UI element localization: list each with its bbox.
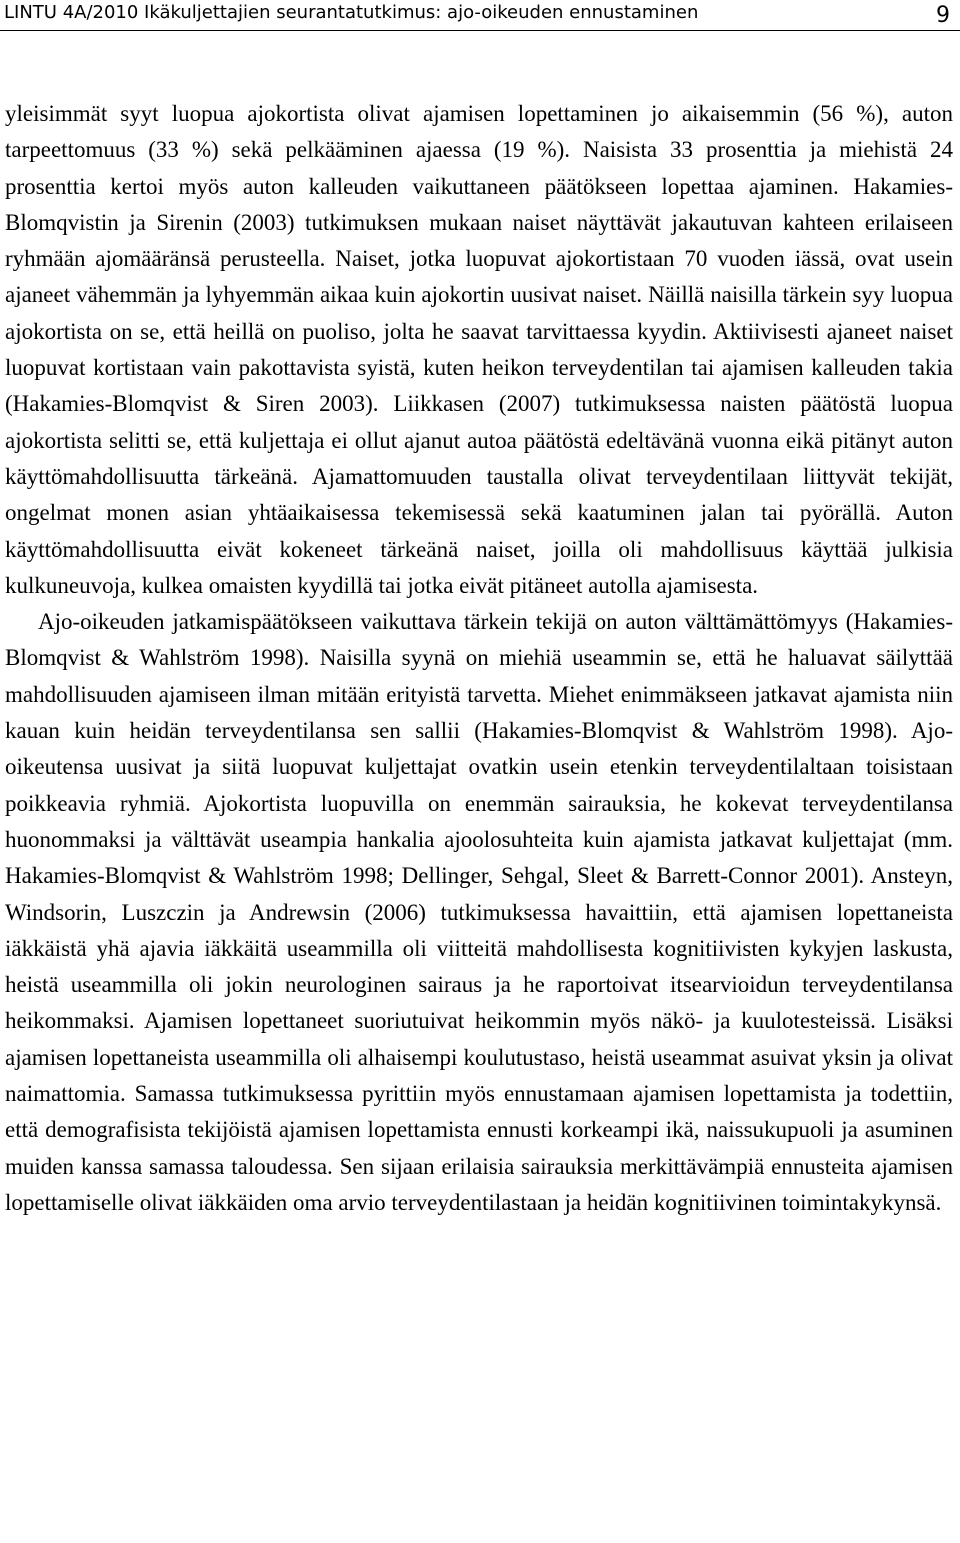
body-text bbox=[5, 96, 953, 1221]
paragraph-1: yleisimmät syyt luopua ajokortista olivat ajamisen lopettaminen jo aikaisemmin (56 %), auton tarpeettomuus (33 %) sekä pelkääminen ajaessa (19 %). Naisista 33 prosenttia ja miehistä 24 prosenttia kertoi myös auton kalleuden vaikuttaneen päätökseen lopettaa ajaminen. Hakamies-Blomqvistin ja Sirenin (2003) tutkimuksen mukaan naiset näyttävät jakautuvan kahteen erilaiseen ryhmään ajomääränsä perusteella. Naiset, jotka luopuvat ajokortistaan 70 vuoden iässä, ovat usein ajaneet vähemmän ja lyhyemmän aikaa kuin ajokortin uusivat naiset. Näillä naisilla tärkein syy luopua ajokortista on se, että heillä on puoliso, jolta he saavat tarvittaessa kyydin. Aktiivisesti ajaneet naiset luopuvat kortistaan vain pakottavista syistä, kuten heikon terveydentilan tai ajamisen kalleuden takia (Hakamies-Blomqvist & Siren 2003). Liikkasen (2007) tutkimuksessa naisten päätöstä luopua ajokortista selitti se, että kuljettaja ei ollut ajanut autoa päätöstä edeltävänä vuonna eikä pitänyt auton käyttömahdollisuutta tärkeänä. Ajamattomuuden taustalla olivat terveydentilaan liittyvät tekijät, ongelmat monen asian yhtäaikaisessa tekemisessä sekä kaatuminen jalan tai pyörällä. Auton käyttömahdollisuutta eivät kokeneet tärkeänä naiset, joilla oli mahdollisuus käyttää julkisia kulkuneuvoja, kulkea omaisten kyydillä tai jotka eivät pitäneet autolla ajamisesta. bbox=[5, 101, 953, 598]
header-divider bbox=[0, 30, 960, 31]
page-number: 9 bbox=[936, 3, 950, 28]
header-title: LINTU 4A/2010 Ikäkuljettajien seurantatutkimus: ajo-oikeuden ennustaminen bbox=[4, 2, 699, 23]
paragraph-2: Ajo-oikeuden jatkamispäätökseen vaikuttava tärkein tekijä on auton välttämättömyys (Hakamies-Blomqvist & Wahlström 1998). Naisilla syynä on miehiä useammin se, että he haluavat säilyttää mahdollisuuden ajamiseen ilman mitään erityistä tarvetta. Miehet enimmäkseen jatkavat ajamista niin kauan kuin heidän terveydentilansa sen sallii (Hakamies-Blomqvist & Wahlström 1998). Ajooikeutensa uusivat ja siitä luopuvat kuljettajat ovatkin usein etenkin terveydentilaltaan toisistaan poikkeavia ryhmiä. Ajokortista luopuvilla on enemmän sairauksia, he kokevat terveydentilansa huonommaksi ja välttävät useampia hankalia ajoolosuhteita kuin ajamista jatkavat kuljettajat (mm. Hakamies-Blomqvist & Wahlström 1998; Dellinger, Sehgal, Sleet & Barrett-Connor 2001). Ansteyn, Windsorin, Luszczin ja Andrewsin (2006) tutkimuksessa havaittiin, että ajamisen lopettaneista iäkkäistä yhä ajavia iäkkäitä useammilla oli viitteitä mahdollisesta kognitiivisten kykyjen laskusta, heistä useammilla oli jokin neurologinen sairaus ja he raportoivat itsearvioidun terveydentilansa heikommaksi. Ajamisen lopettaneet suoriutuivat heikommin myös näkö- ja kuulotesteissä. Lisäksi ajamisen lopettaneista useammilla oli alhaisempi koulutustaso, heistä useammat asuivat yksin ja olivat naimattomia. Samassa tutkimuksessa pyrittiin myös ennustamaan ajamisen lopettamista ja todettiin, että demografisista tekijöistä ajamisen lopettamista ennusti korkeampi ikä, naissukupuoli ja asuminen muiden kanssa samassa taloudessa. Sen sijaan erilaisia sairauksia merkittävämpiä ennusteita ajamisen lopettamiselle olivat iäkkäiden oma arvio terveydentilastaan ja heidän kognitiivinen toimintakykynsä. bbox=[5, 609, 953, 1215]
running-header bbox=[0, 0, 960, 34]
